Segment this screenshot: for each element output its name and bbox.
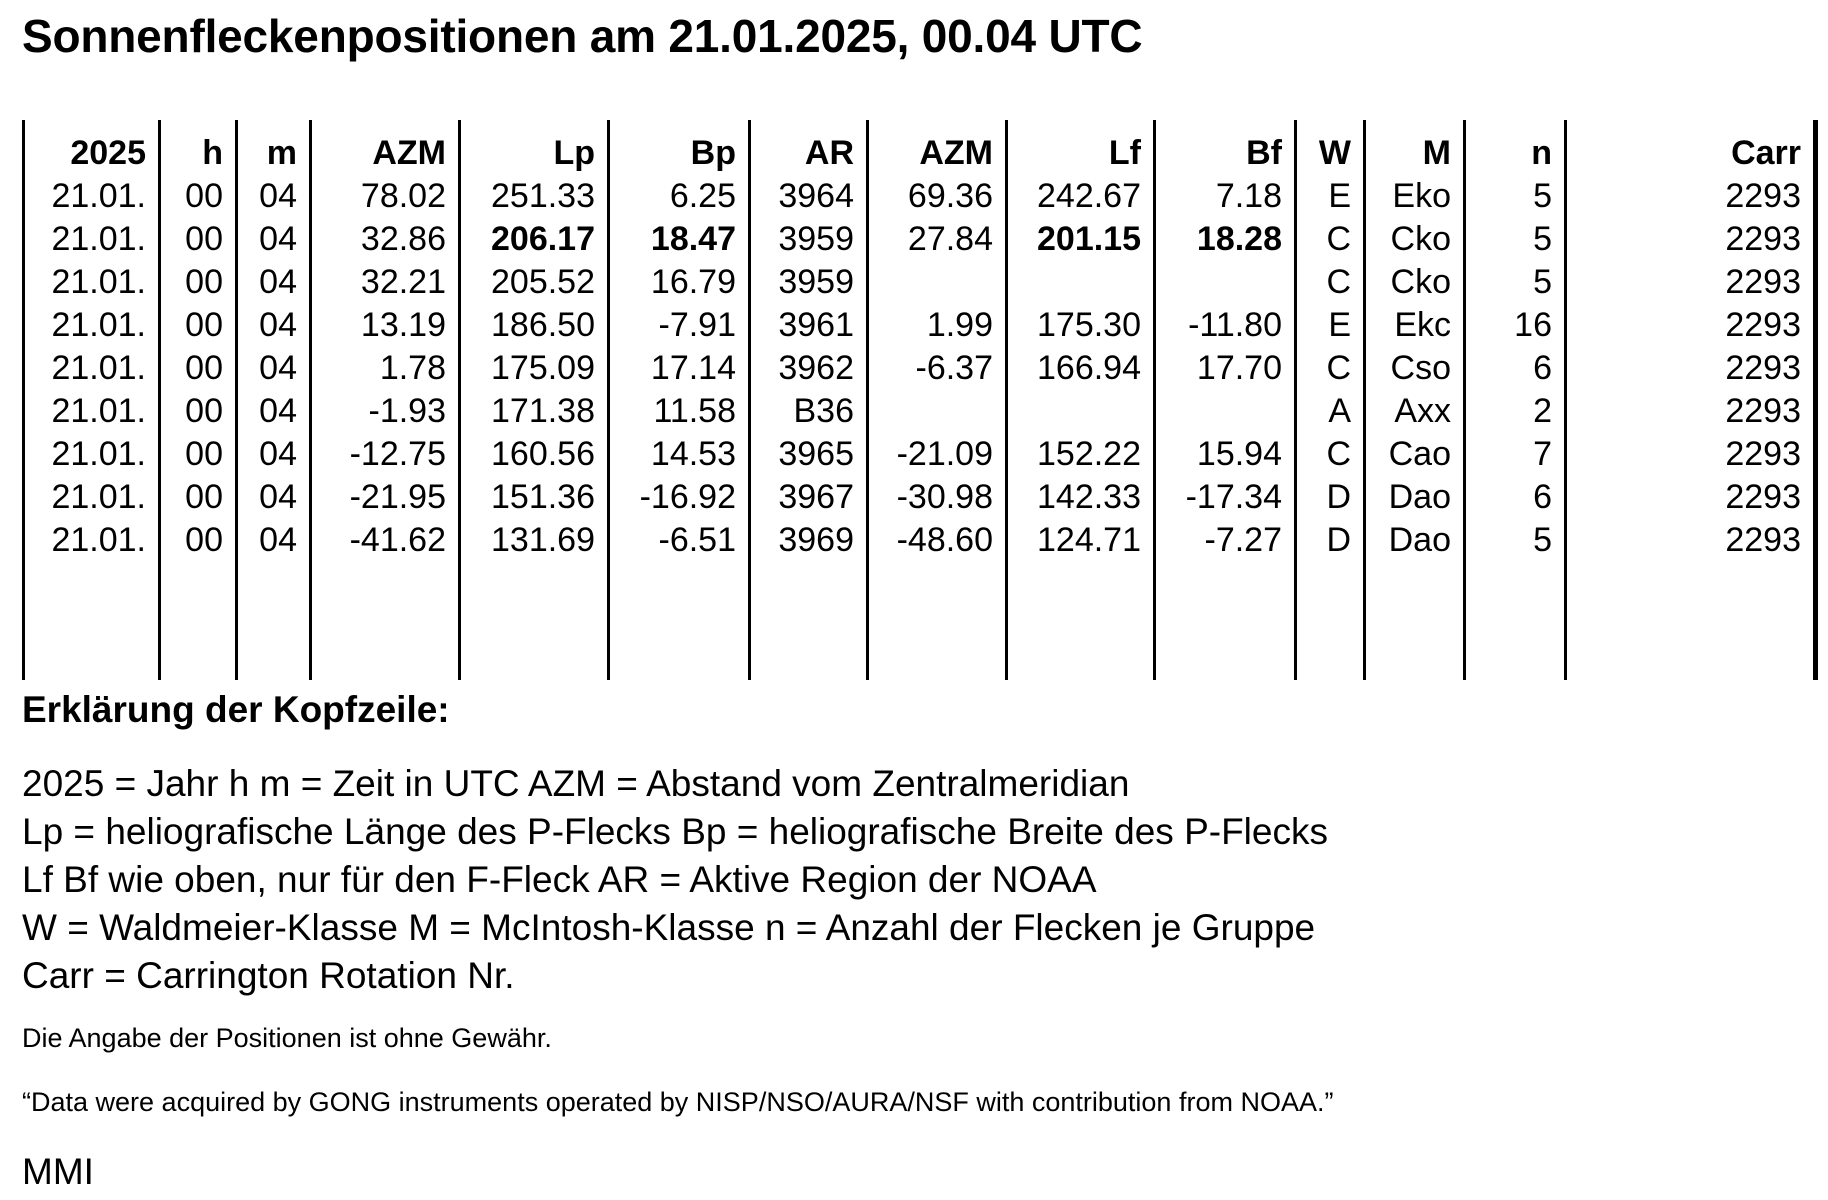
cell-bf: -17.34: [1185, 478, 1282, 516]
cell-minute: 04: [259, 478, 297, 516]
column-header-carrington: Carr: [1731, 134, 1801, 172]
column-header-lp: Lp: [553, 134, 595, 172]
cell-bf: 17.70: [1196, 349, 1282, 387]
cell-hour: 00: [185, 392, 223, 430]
cell-minute: 04: [259, 392, 297, 430]
legend-line: Lf Bf wie oben, nur für den F-Fleck AR = Aktive Region der NOAA: [22, 859, 1097, 900]
column-header-date: 2025: [70, 134, 146, 172]
cell-hour: 00: [185, 478, 223, 516]
cell-azm-f: 1.99: [926, 306, 993, 344]
cell-carrington: 2293: [1725, 521, 1801, 559]
cell-lp: 171.38: [491, 392, 595, 430]
cell-minute: 04: [259, 306, 297, 344]
cell-ar: 3962: [778, 349, 854, 387]
column-header-mcintosh: M: [1422, 134, 1451, 172]
cell-bf: -7.27: [1204, 521, 1282, 559]
cell-mcintosh: Dao: [1388, 478, 1451, 516]
legend-line: Lp = heliografische Länge des P-Flecks Bp = heliografische Breite des P-Flecks: [22, 811, 1328, 852]
cell-bp: -7.91: [658, 306, 736, 344]
cell-date: 21.01.: [51, 263, 146, 301]
disclaimer-text: Die Angabe der Positionen ist ohne Gewähr.: [22, 1023, 552, 1053]
cell-lf: 242.67: [1037, 177, 1141, 215]
column-header-waldmeier: W: [1318, 134, 1351, 172]
cell-azm-p: 32.86: [360, 220, 446, 258]
cell-lp: 175.09: [491, 349, 595, 387]
cell-lf: 124.71: [1037, 521, 1141, 559]
cell-lp: 131.69: [491, 521, 595, 559]
cell-waldmeier: C: [1326, 435, 1351, 473]
cell-bf: -11.80: [1188, 306, 1282, 344]
cell-waldmeier: D: [1326, 478, 1351, 516]
cell-hour: 00: [185, 435, 223, 473]
cell-ar: 3967: [778, 478, 854, 516]
cell-ar: 3959: [778, 263, 854, 301]
cell-azm-p: 1.78: [379, 349, 446, 387]
cell-azm-p: -1.93: [368, 392, 446, 430]
legend-line: 2025 = Jahr h m = Zeit in UTC AZM = Abstand vom Zentralmeridian: [22, 763, 1130, 804]
cell-lf: 142.33: [1037, 478, 1141, 516]
cell-lp: 186.50: [491, 306, 595, 344]
cell-date: 21.01.: [51, 521, 146, 559]
cell-lf: 201.15: [1037, 220, 1141, 258]
legend-line: Carr = Carrington Rotation Nr.: [22, 955, 515, 996]
cell-azm-p: -41.62: [349, 521, 446, 559]
cell-bp: 14.53: [650, 435, 736, 473]
cell-azm-f: 69.36: [907, 177, 993, 215]
cell-carrington: 2293: [1725, 177, 1801, 215]
cell-date: 21.01.: [51, 306, 146, 344]
cell-minute: 04: [259, 521, 297, 559]
cell-lf: 152.22: [1037, 435, 1141, 473]
cell-azm-f: -48.60: [896, 521, 993, 559]
cell-carrington: 2293: [1725, 263, 1801, 301]
cell-minute: 04: [259, 177, 297, 215]
column-header-azm-f: AZM: [919, 134, 993, 172]
cell-waldmeier: C: [1326, 263, 1351, 301]
cell-date: 21.01.: [51, 220, 146, 258]
cell-date: 21.01.: [51, 392, 146, 430]
cell-lf: 166.94: [1037, 349, 1141, 387]
sunspot-table: [0, 120, 1828, 680]
cell-date: 21.01.: [51, 349, 146, 387]
column-divider: [1813, 120, 1818, 680]
cell-mcintosh: Cko: [1390, 263, 1451, 301]
cell-carrington: 2293: [1725, 349, 1801, 387]
column-header-bf: Bf: [1246, 134, 1282, 172]
cell-count: 5: [1533, 263, 1552, 301]
cell-azm-p: -21.95: [349, 478, 446, 516]
cell-bf: 18.28: [1196, 220, 1282, 258]
cell-azm-f: -21.09: [896, 435, 993, 473]
cell-lf: 175.30: [1037, 306, 1141, 344]
cell-minute: 04: [259, 435, 297, 473]
cell-count: 7: [1533, 435, 1552, 473]
cell-date: 21.01.: [51, 478, 146, 516]
cell-ar: B36: [793, 392, 854, 430]
cell-azm-p: 13.19: [360, 306, 446, 344]
cell-bp: 18.47: [650, 220, 736, 258]
cell-mcintosh: Axx: [1394, 392, 1451, 430]
cell-waldmeier: C: [1326, 349, 1351, 387]
legend-line: W = Waldmeier-Klasse M = McIntosh-Klasse n = Anzahl der Flecken je Gruppe: [22, 907, 1316, 948]
cell-azm-p: -12.75: [349, 435, 446, 473]
cell-hour: 00: [185, 220, 223, 258]
cell-minute: 04: [259, 263, 297, 301]
cell-bp: 6.25: [669, 177, 736, 215]
cell-hour: 00: [185, 263, 223, 301]
cell-lp: 151.36: [491, 478, 595, 516]
cell-waldmeier: E: [1328, 306, 1351, 344]
cell-waldmeier: D: [1326, 521, 1351, 559]
cell-minute: 04: [259, 349, 297, 387]
cell-mcintosh: Eko: [1392, 177, 1451, 215]
column-header-ar: AR: [804, 134, 854, 172]
cell-bp: 11.58: [653, 392, 736, 430]
cell-ar: 3964: [778, 177, 854, 215]
cell-ar: 3961: [778, 306, 854, 344]
cell-azm-f: -30.98: [896, 478, 993, 516]
column-header-bp: Bp: [690, 134, 736, 172]
cell-lp: 160.56: [491, 435, 595, 473]
column-header-lf: Lf: [1108, 134, 1141, 172]
cell-waldmeier: C: [1326, 220, 1351, 258]
cell-mcintosh: Cao: [1388, 435, 1451, 473]
cell-hour: 00: [185, 521, 223, 559]
cell-date: 21.01.: [51, 177, 146, 215]
signature: MMI: [22, 1151, 94, 1192]
page-title: Sonnenfleckenpositionen am 21.01.2025, 00.04 UTC: [22, 10, 1143, 62]
cell-carrington: 2293: [1725, 220, 1801, 258]
cell-azm-p: 32.21: [360, 263, 446, 301]
cell-carrington: 2293: [1725, 392, 1801, 430]
cell-azm-f: -6.37: [915, 349, 993, 387]
cell-date: 21.01.: [51, 435, 146, 473]
cell-bp: 17.14: [650, 349, 736, 387]
cell-carrington: 2293: [1725, 435, 1801, 473]
cell-azm-p: 78.02: [360, 177, 446, 215]
cell-lp: 251.33: [491, 177, 595, 215]
cell-mcintosh: Cso: [1390, 349, 1451, 387]
cell-ar: 3959: [778, 220, 854, 258]
cell-count: 5: [1533, 521, 1552, 559]
cell-count: 2: [1533, 392, 1552, 430]
cell-count: 16: [1514, 306, 1552, 344]
cell-lp: 205.52: [491, 263, 595, 301]
cell-mcintosh: Ekc: [1394, 306, 1451, 344]
cell-ar: 3965: [778, 435, 854, 473]
cell-lp: 206.17: [491, 220, 595, 258]
cell-hour: 00: [185, 177, 223, 215]
cell-azm-f: 27.84: [907, 220, 993, 258]
cell-hour: 00: [185, 306, 223, 344]
cell-bp: -16.92: [639, 478, 736, 516]
cell-carrington: 2293: [1725, 478, 1801, 516]
cell-minute: 04: [259, 220, 297, 258]
column-header-count: n: [1531, 134, 1552, 172]
cell-count: 5: [1533, 220, 1552, 258]
cell-count: 5: [1533, 177, 1552, 215]
cell-bf: 15.94: [1196, 435, 1282, 473]
column-header-hour: h: [202, 134, 223, 172]
data-credit-text: “Data were acquired by GONG instruments operated by NISP/NSO/AURA/NSF with contribution from NOAA.”: [22, 1087, 1334, 1117]
column-header-minute: m: [266, 134, 297, 172]
cell-count: 6: [1533, 349, 1552, 387]
cell-ar: 3969: [778, 521, 854, 559]
legend-heading: Erklärung der Kopfzeile:: [22, 689, 450, 730]
column-header-azm-p: AZM: [372, 134, 446, 172]
cell-waldmeier: E: [1328, 177, 1351, 215]
cell-hour: 00: [185, 349, 223, 387]
cell-count: 6: [1533, 478, 1552, 516]
cell-carrington: 2293: [1725, 306, 1801, 344]
cell-waldmeier: A: [1328, 392, 1351, 430]
cell-mcintosh: Dao: [1388, 521, 1451, 559]
cell-bf: 7.18: [1215, 177, 1282, 215]
cell-bp: -6.51: [658, 521, 736, 559]
cell-bp: 16.79: [650, 263, 736, 301]
cell-mcintosh: Cko: [1390, 220, 1451, 258]
